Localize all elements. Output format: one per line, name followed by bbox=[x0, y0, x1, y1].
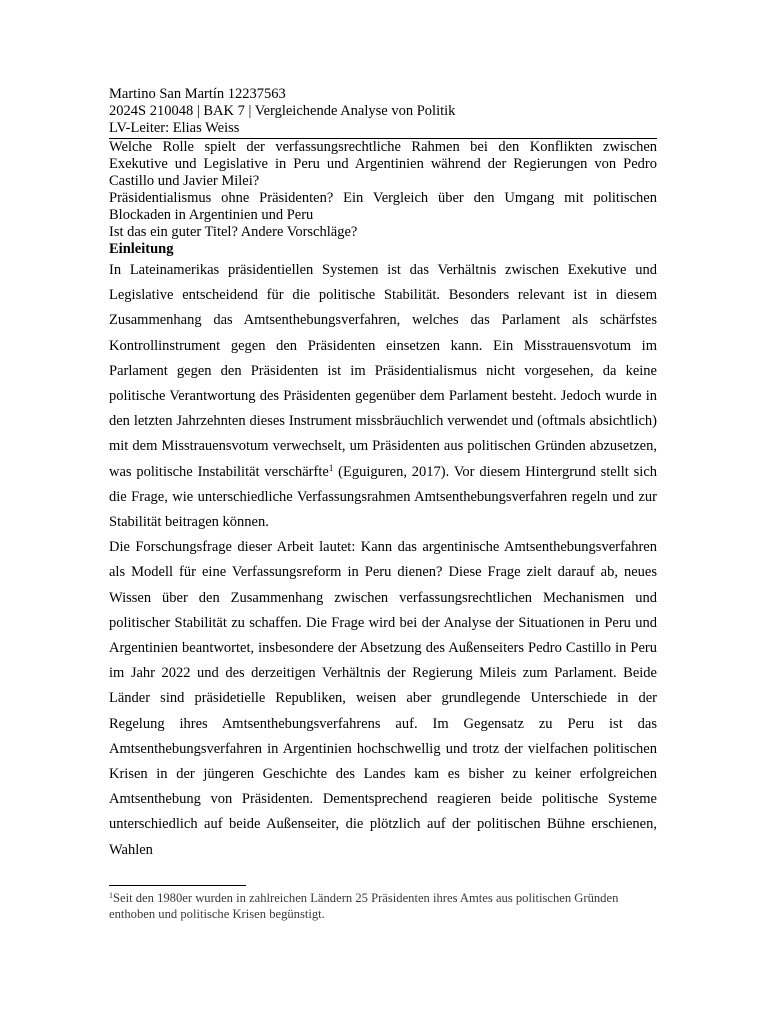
lecturer-line: LV-Leiter: Elias Weiss bbox=[109, 120, 240, 136]
footnote-text: Seit den 1980er wurden in zahlreichen Ländern 25 Präsidenten ihres Amtes aus politischen Gründen enthoben und politische Krisen begünstigt. bbox=[109, 891, 619, 921]
title-proposal: Präsidentialismus ohne Präsidenten? Ein Vergleich über den Umgang mit politischen Blockaden in Argentinien und Peru bbox=[109, 190, 657, 223]
footnote bbox=[109, 890, 657, 922]
course-line: 2024S 210048 | BAK 7 | Vergleichende Analyse von Politik bbox=[109, 103, 456, 119]
intro-paragraph-2: Die Forschungsfrage dieser Arbeit lautet: Kann das argentinische Amtsenthebungsverfahren als Modell für eine Verfassungsreform in Peru dienen? Diese Frage zielt darauf ab, neues Wissen über den Zusammenhang zwischen verfassungsrechtlichen Mechanismen und politischer Stabilität zu schaffen. Die Frage wird bei der Analyse der Situationen in Peru und Argentinien beantwortet, insbesondere der Absetzung des Außenseiters Pedro Castillo in Peru im Jahr 2022 und des derzeitigen Verhältnis der Regierung Mileis zum Parlament. Beide Länder sind präsidetielle Republiken, weisen aber grundlegende Unterschiede in der Regelung ihres Amtsenthebungsverfahrens auf. Im Gegensatz zu Peru ist das Amtsenthebungsverfahren in Argentinien hochschwellig und trotz der vielfachen politischen Krisen in der jüngeren Geschichte des Landes kam es bisher zu keiner erfolgreichen Amtsenthebung von Präsidenten. Dementsprechend reagieren beide politische Systeme unterschiedlich auf beide Außenseiter, die plötzlich auf der politischen Bühne erschienen, Wahlen bbox=[109, 539, 657, 858]
title-question: Ist das ein guter Titel? Andere Vorschläge? bbox=[109, 224, 358, 240]
footnote-reference[interactable]: 1 bbox=[328, 462, 334, 473]
footnote-divider bbox=[109, 885, 246, 886]
section-heading: Einleitung bbox=[109, 241, 174, 257]
paragraph-1-text: In Lateinamerikas präsidentiellen Systemen ist das Verhältnis zwischen Exekutive und Legislative entscheidend für die politische Stabilität. Besonders relevant ist in diesem Zusammenhang das Amtsenthebungsverfahren, welches das Parlament als schärfstes Kontrollinstrument gegen den Präsidenten einsetzen kann. Ein Misstrauensvotum im Parlament gegen den Präsidenten ist im Präsidentialismus nicht vorgesehen, da keine politische Verantwortung des Präsidenten gegenüber dem Parlament besteht. Jedoch wurde in den letzten Jahrzehnten dieses Instrument missbräuchlich verwendet und (oftmals absichtlich) mit dem Misstrauensvotum verwechselt, um Präsidenten aus politischen Gründen abzusetzen, was politische Instabilität verschärfte bbox=[109, 262, 657, 480]
paragraph-1-text-cont: (Eguiguren, 2017). Vor diesem Hintergrund stellt sich die Frage, wie unterschiedliche Verfassungsrahmen Amtsenthebungsverfahren regeln und zur Stabilität beitragen können. bbox=[109, 463, 658, 531]
research-question: Welche Rolle spielt der verfassungsrechtliche Rahmen bei den Konflikten zwischen Exekutive und Legislative in Peru und Argentinien während der Regierungen von Pedro Castillo und Javier Milei? bbox=[109, 139, 657, 189]
author-line: Martino San Martín 12237563 bbox=[109, 86, 286, 102]
footnote-marker: 1 bbox=[109, 891, 113, 900]
intro-paragraph-1 bbox=[109, 258, 657, 535]
document-page bbox=[109, 86, 657, 863]
